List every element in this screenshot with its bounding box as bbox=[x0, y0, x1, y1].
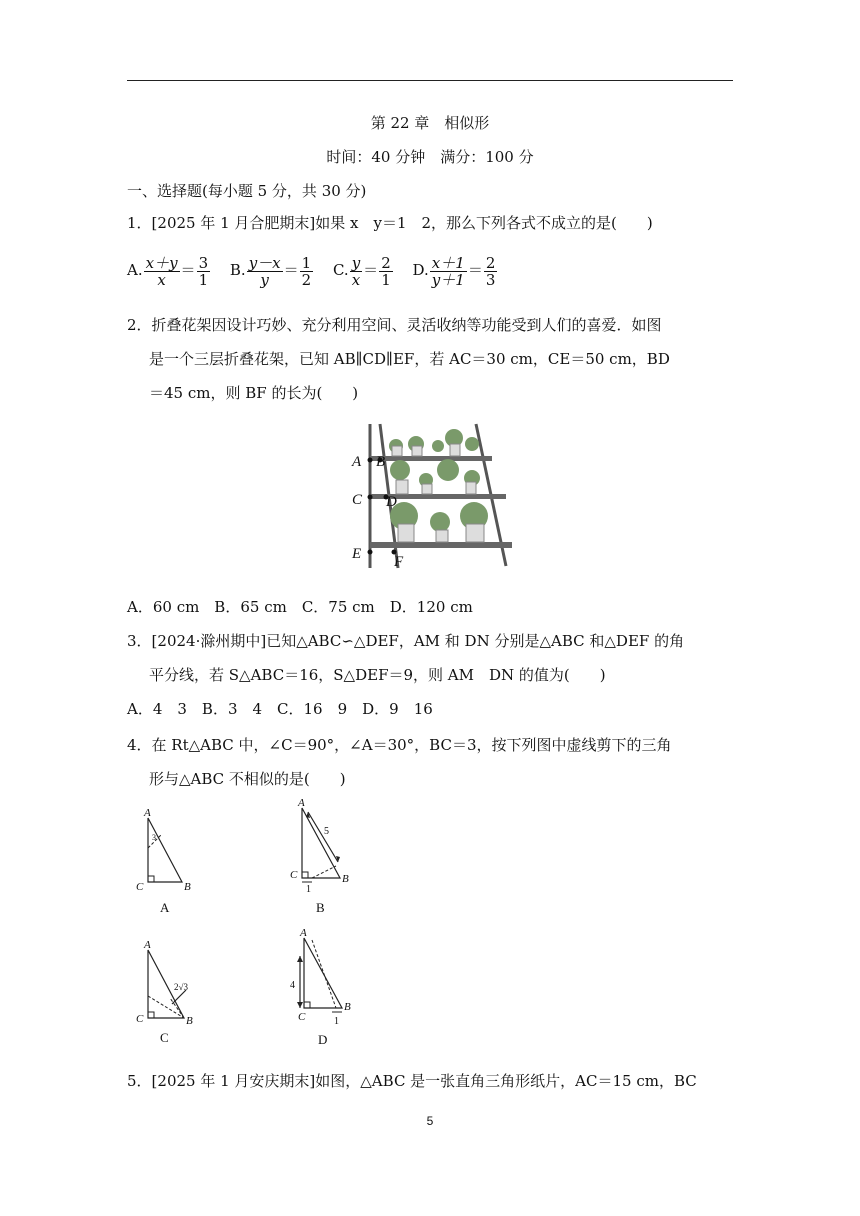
option-b: B. $\frac{y-x}{y}$ ＝ $\frac{1}{2}$ bbox=[229, 253, 312, 289]
question-3-line2: 平分线，若 S△ABC＝16，S△DEF＝9，则 AM DN 的值为( ) bbox=[149, 666, 606, 684]
fig-b-mark2: 1 bbox=[306, 884, 311, 895]
fig-d-caption: D bbox=[318, 1032, 328, 1047]
question-2-line3: ＝45 cm，则 BF 的长为( ) bbox=[149, 384, 359, 402]
triangle-figure-c bbox=[132, 938, 212, 1050]
shelf-label-d: D bbox=[386, 494, 397, 510]
fig-c-vertex-c: C bbox=[136, 1013, 144, 1025]
question-5-line1: 5．[2025 年 1 月安庆期末]如图，△ABC 是一张直角三角形纸片，AC＝15 cm，BC bbox=[127, 1072, 697, 1090]
question-2-line1: 2．折叠花架因设计巧妙、充分利用空间、灵活收纳等功能受到人们的喜爱．如图 bbox=[127, 316, 662, 334]
chapter-title: 第 22 章 相似形 bbox=[370, 114, 490, 132]
fig-c-vertex-a: A bbox=[144, 939, 151, 951]
shelf-label-f: F bbox=[394, 554, 404, 570]
fig-b-vertex-c: C bbox=[290, 869, 298, 881]
header-rule bbox=[127, 80, 733, 81]
question-4-line1: 4．在 Rt△ABC 中，∠C＝90°，∠A＝30°，BC＝3，按下列图中虚线剪下的三角 bbox=[127, 736, 672, 754]
page-number: 5 bbox=[426, 1114, 434, 1128]
triangle-figure-d bbox=[286, 926, 366, 1050]
question-1-stem: 1．[2025 年 1 月合肥期末]如果 x y＝1 2，那么下列各式不成立的是( ) bbox=[127, 214, 653, 232]
flower-shelf-figure bbox=[346, 418, 522, 574]
fig-d-mark2: 1 bbox=[334, 1016, 339, 1027]
fig-a-vertex-c: C bbox=[136, 881, 144, 893]
fig-a-caption: A bbox=[160, 900, 170, 915]
fig-b-mark: 5 bbox=[324, 826, 329, 837]
fig-b-vertex-a: A bbox=[298, 797, 305, 809]
fig-a-vertex-a: A bbox=[144, 807, 151, 819]
question-2-line2: 是一个三层折叠花架，已知 AB∥CD∥EF，若 AC＝30 cm，CE＝50 cm，BD bbox=[149, 350, 670, 368]
option-d: D. $\frac{x+1}{y+1}$ ＝ $\frac{2}{3}$ bbox=[412, 253, 496, 289]
fig-c-mark: 2√3 bbox=[174, 982, 188, 992]
exam-meta: 时间：40 分钟 满分：100 分 bbox=[326, 148, 534, 166]
shelf-label-e: E bbox=[352, 546, 362, 562]
shelf-label-a: A bbox=[352, 454, 362, 470]
fig-a-mark: 3 bbox=[152, 833, 156, 842]
shelf-label-c: C bbox=[352, 492, 363, 508]
triangle-figure-b bbox=[286, 796, 366, 920]
question-1-options bbox=[127, 250, 512, 290]
triangle-figure-a bbox=[132, 804, 212, 920]
fig-b-caption: B bbox=[316, 900, 325, 915]
fig-a-vertex-b: B bbox=[184, 881, 191, 893]
fig-d-vertex-b: B bbox=[344, 1001, 351, 1013]
fig-d-mark: 4 bbox=[290, 980, 295, 991]
question-3-line1: 3．[2024·滁州期中]已知△ABC∽△DEF，AM 和 DN 分别是△ABC 和△DEF 的角 bbox=[127, 632, 685, 650]
fig-d-vertex-c: C bbox=[298, 1011, 306, 1023]
fig-c-vertex-b: B bbox=[186, 1015, 193, 1027]
fig-d-vertex-a: A bbox=[300, 927, 307, 939]
option-a: A. $\frac{x+y}{x}$ ＝ $\frac{3}{1}$ bbox=[127, 253, 209, 289]
option-c: C. $\frac{y}{x}$ ＝ $\frac{2}{1}$ bbox=[332, 253, 391, 289]
fig-b-vertex-b: B bbox=[342, 873, 349, 885]
question-2-options: A．60 cm B．65 cm C．75 cm D．120 cm bbox=[127, 598, 473, 616]
question-3-options: A．4 3 B．3 4 C．16 9 D．9 16 bbox=[127, 700, 433, 718]
section-title: 一、选择题(每小题 5 分，共 30 分) bbox=[127, 182, 367, 200]
shelf-label-b: B bbox=[376, 454, 386, 470]
fig-c-caption: C bbox=[160, 1030, 169, 1045]
question-4-line2: 形与△ABC 不相似的是( ) bbox=[149, 770, 346, 788]
